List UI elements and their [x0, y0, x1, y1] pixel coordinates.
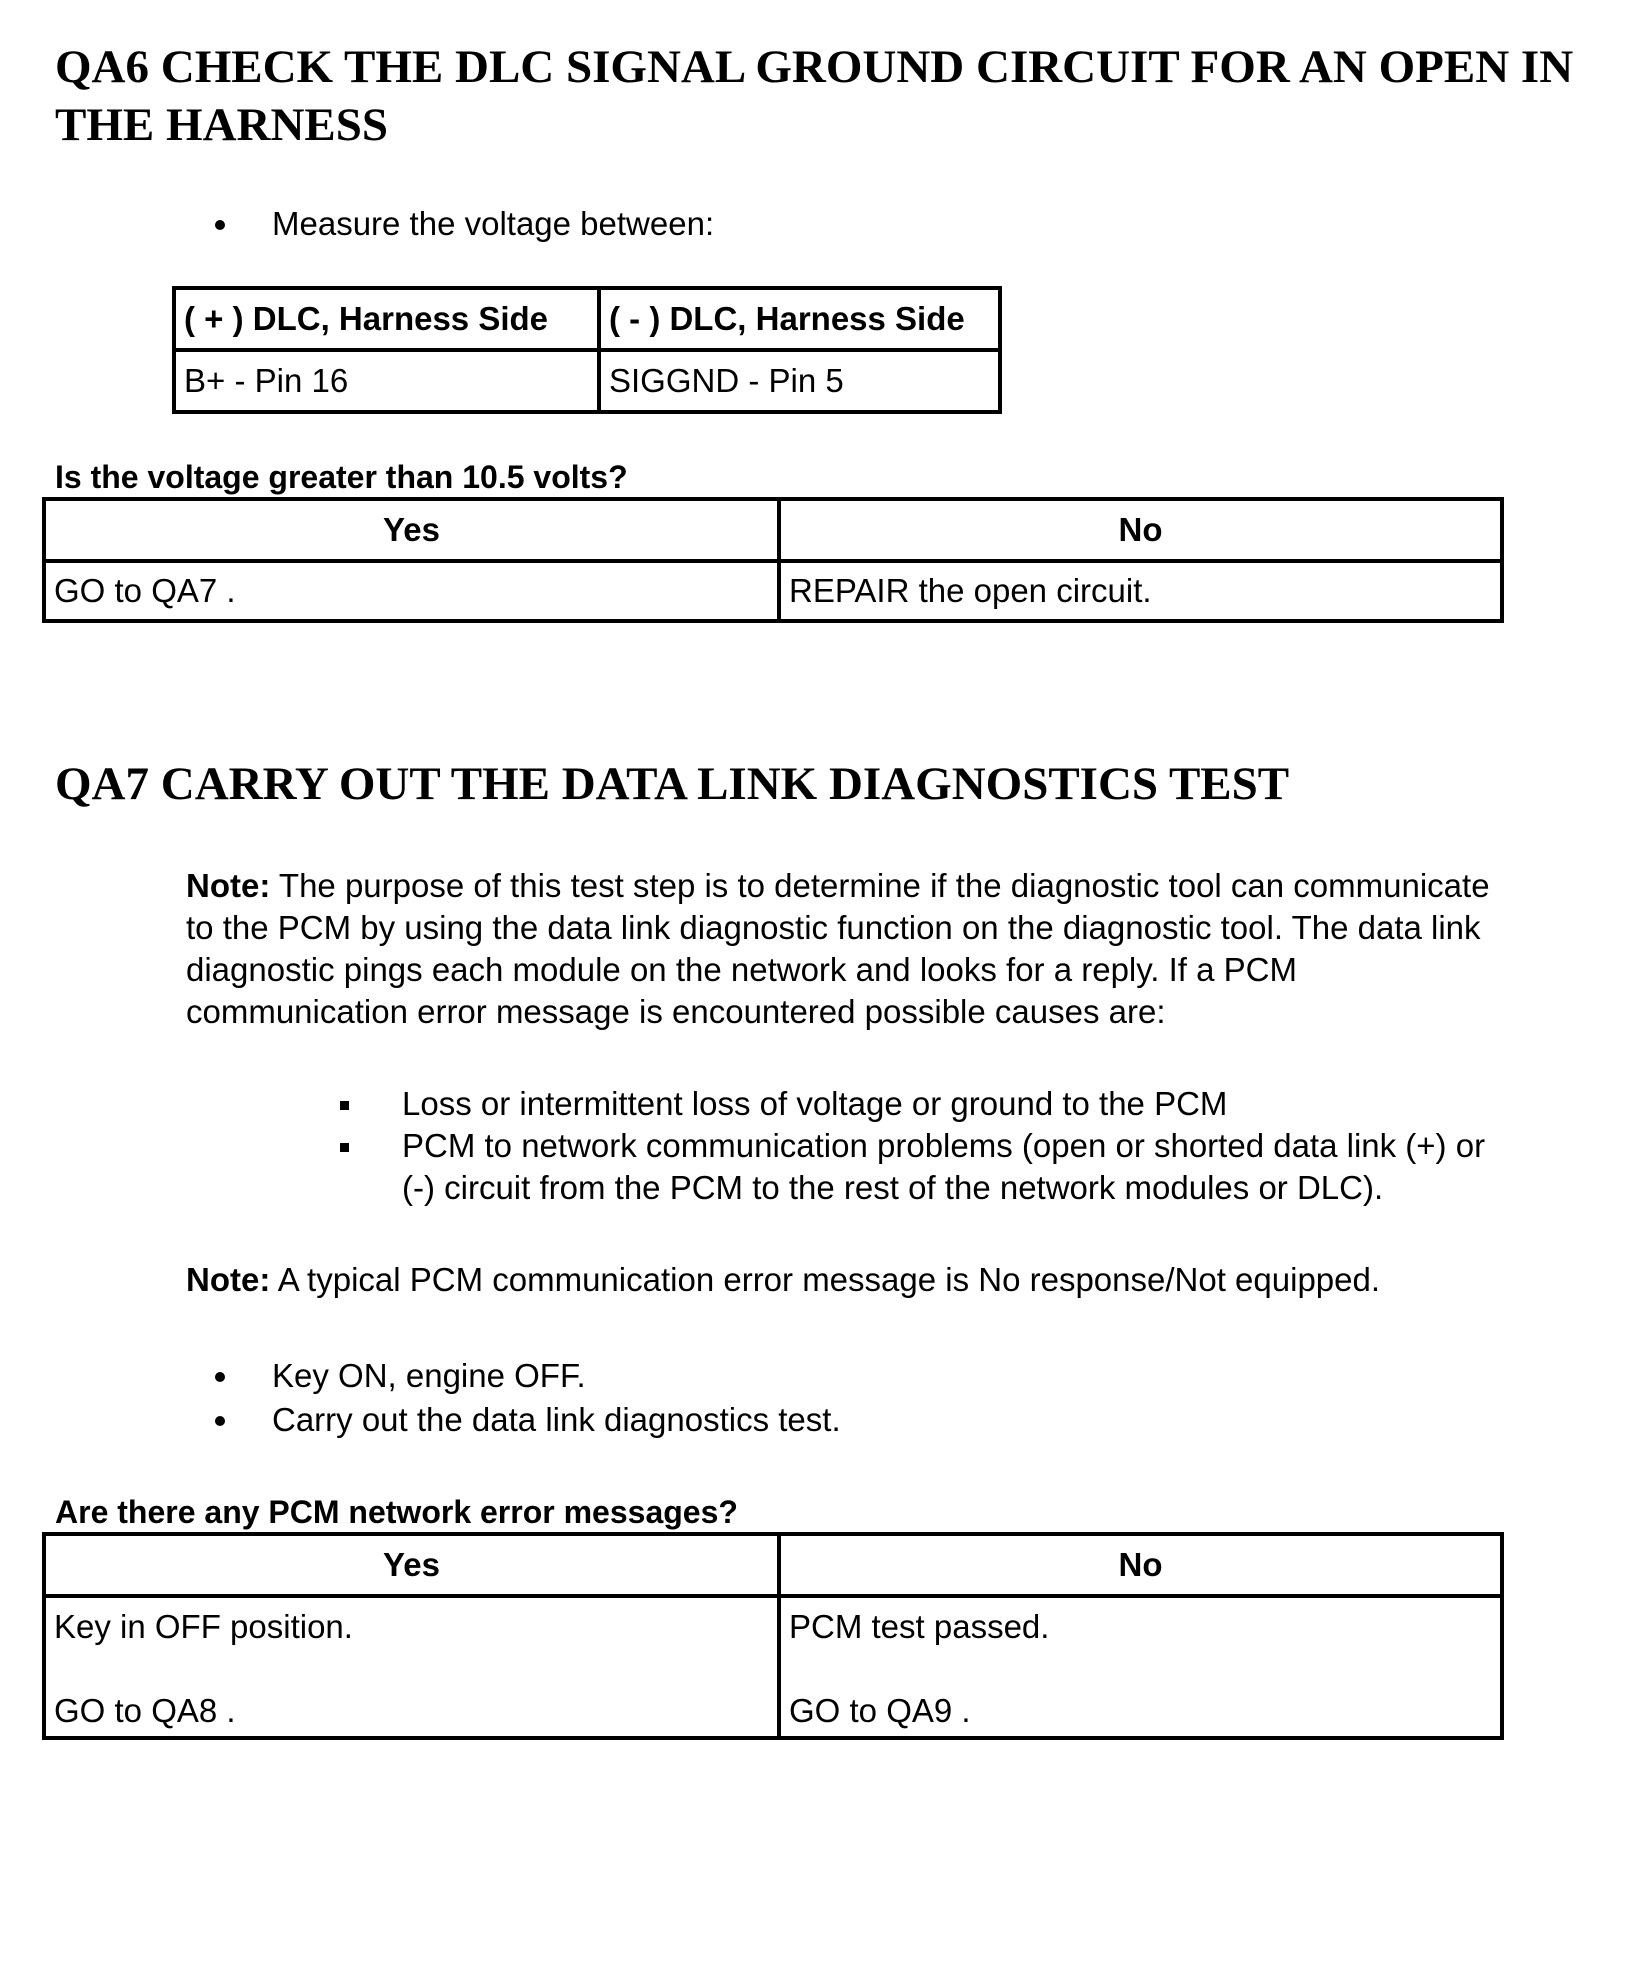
no-line-2: GO to QA9 . [789, 1692, 971, 1729]
square-bullet-icon [340, 1143, 349, 1152]
yes-header: Yes [44, 1534, 779, 1596]
bullet-dot-icon [215, 220, 225, 230]
list-item: PCM to network communication problems (open or shorted data link (+) or [402, 1125, 1485, 1167]
qa7-causes-list [402, 1083, 1485, 1209]
bullet-dot-icon [215, 1372, 225, 1382]
yes-line-1: Key in OFF position. [54, 1608, 353, 1645]
table-cell: SIGGND - Pin 5 [599, 350, 1000, 412]
qa6-bullet-list [272, 202, 714, 246]
table-row [44, 1534, 1502, 1596]
qa7-note-2: Note: A typical PCM communication error message is No response/Not equipped. [186, 1261, 1381, 1298]
qa7-heading: QA7 CARRY OUT THE DATA LINK DIAGNOSTICS TEST [55, 758, 1290, 810]
square-bullet-icon [340, 1101, 349, 1110]
qa7-answer-table [42, 1532, 1504, 1740]
no-cell: REPAIR the open circuit. [779, 561, 1502, 621]
table-header-cell: ( + ) DLC, Harness Side [174, 288, 599, 350]
qa7-note-1 [186, 865, 1490, 1033]
note-label: Note: [186, 1261, 271, 1298]
list-item: Loss or intermittent loss of voltage or ground to the PCM [402, 1083, 1485, 1125]
qa6-heading: QA6 CHECK THE DLC SIGNAL GROUND CIRCUIT FOR AN OPEN IN THE HARNESS [55, 41, 1574, 151]
table-row [174, 350, 1000, 412]
no-cell [779, 1596, 1502, 1738]
note-label: Note: [186, 867, 271, 904]
qa6-question: Is the voltage greater than 10.5 volts? [55, 459, 628, 495]
yes-cell: GO to QA7 . [44, 561, 779, 621]
no-header: No [779, 499, 1502, 561]
qa6-measure-table [172, 286, 1002, 414]
note-line: diagnostic pings each module on the network and looks for a reply. If a PCM [186, 951, 1297, 988]
note-line: Note: The purpose of this test step is to determine if the diagnostic tool can communicate [186, 867, 1490, 904]
yes-header: Yes [44, 499, 779, 561]
table-row [174, 288, 1000, 350]
qa7-bullet-list [272, 1354, 841, 1442]
no-line-1: PCM test passed. [789, 1608, 1050, 1645]
list-item: Key ON, engine OFF. [272, 1354, 841, 1398]
qa7-question: Are there any PCM network error messages? [55, 1494, 738, 1530]
list-item: Measure the voltage between: [272, 202, 714, 246]
table-row [44, 499, 1502, 561]
table-cell: B+ - Pin 16 [174, 350, 599, 412]
yes-cell [44, 1596, 779, 1738]
list-item: Carry out the data link diagnostics test. [272, 1398, 841, 1442]
yes-line-2: GO to QA8 . [54, 1692, 236, 1729]
note-line: communication error message is encountered possible causes are: [186, 993, 1166, 1030]
no-header: No [779, 1534, 1502, 1596]
qa6-answer-table [42, 497, 1504, 623]
table-row [44, 561, 1502, 621]
table-row [44, 1596, 1502, 1738]
table-header-cell: ( - ) DLC, Harness Side [599, 288, 1000, 350]
list-item-continuation: (-) circuit from the PCM to the rest of the network modules or DLC). [402, 1169, 1384, 1206]
bullet-dot-icon [215, 1416, 225, 1426]
note-line: to the PCM by using the data link diagnostic function on the diagnostic tool. The data link [186, 909, 1481, 946]
